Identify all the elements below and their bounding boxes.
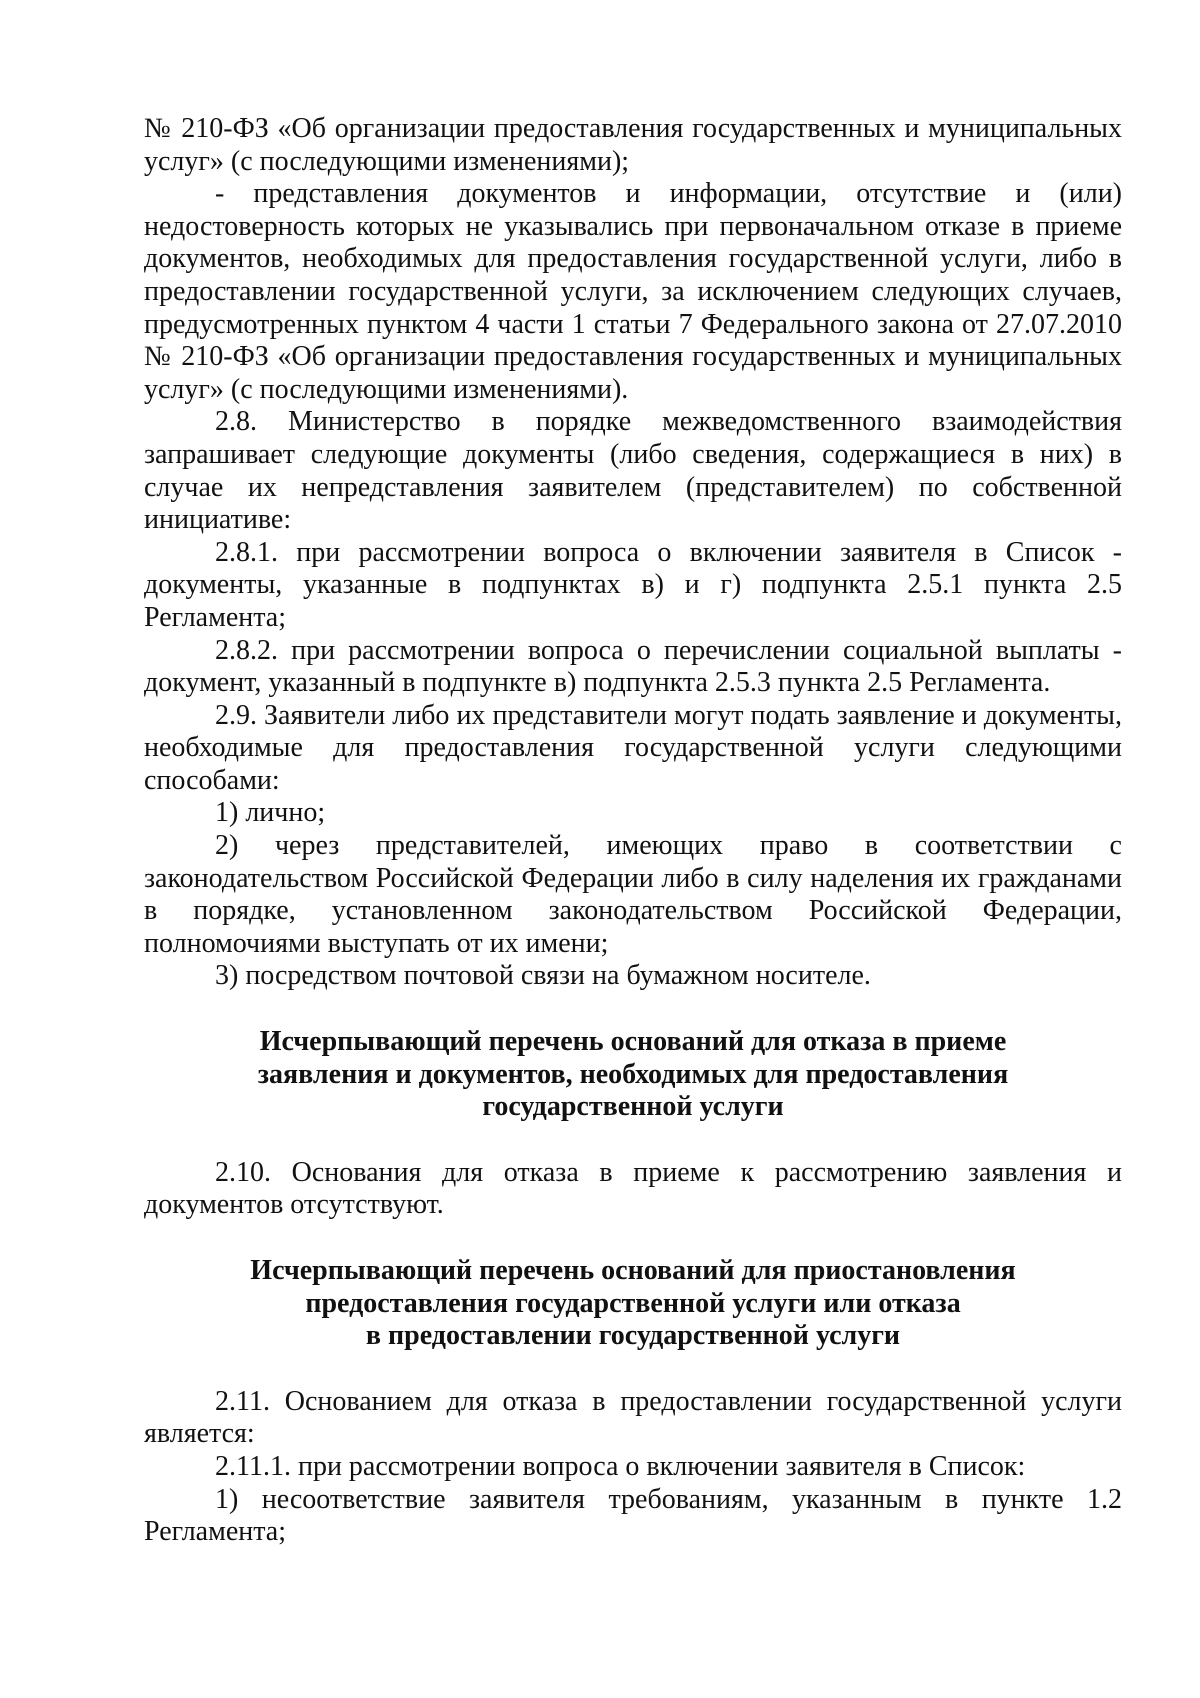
paragraph-law-reference: № 210-ФЗ «Об организации предоставления государственных и муниципальных услуг» (с последующими изменениями); bbox=[144, 113, 1122, 177]
section-heading-suspension-refusal bbox=[144, 1255, 1122, 1353]
section-heading-line: в предоставлении государственной услуги bbox=[365, 1320, 901, 1352]
paragraph-2-11-1: 2.11.1. при рассмотрении вопроса о включении заявителя в Список: bbox=[215, 1450, 1026, 1482]
section-heading-line: государственной услуги bbox=[482, 1091, 784, 1123]
section-heading-line: Исчерпывающий перечень оснований для отказа в приеме bbox=[259, 1026, 1007, 1058]
document-page bbox=[144, 113, 1122, 1549]
paragraph-2-8: 2.8. Министерство в порядке межведомственного взаимодействия запрашивает следующие документы (либо сведения, содержащиеся в них) в случае их непредставления заявителем (представителем) по собственной инициативе: bbox=[144, 406, 1122, 536]
section-heading-line: заявления и документов, необходимых для предоставления bbox=[257, 1058, 1009, 1090]
section-heading-line: Исчерпывающий перечень оснований для приостановления bbox=[250, 1255, 1016, 1286]
list-item-postal: 3) посредством почтовой связи на бумажном носителе. bbox=[215, 960, 871, 992]
paragraph-2-10: 2.10. Основания для отказа в приеме к рассмотрению заявления и документов отсутствуют. bbox=[144, 1156, 1122, 1221]
paragraph-documents-not-indicated: - представления документов и информации, отсутствие и (или) недостоверность которых не указывались при первоначальном отказе в приеме документов, необходимых для предоставления государственной услуги, либо в предоставлении государственной услуги, за исключением следующих случаев, предусмотренных пунктом 4 части 1 статьи 7 Федерального закона от 27.07.2010 № 210-ФЗ «Об организации предоставления государственных и муниципальных услуг» (с последующими изменениями). bbox=[144, 178, 1122, 405]
paragraph-2-11: 2.11. Основанием для отказа в предоставлении государственной услуги является: bbox=[144, 1385, 1122, 1450]
paragraph-2-9: 2.9. Заявители либо их представители могут подать заявление и документы, необходимые для предоставления государственной услуги следующими способами: bbox=[144, 699, 1122, 796]
section-heading-refusal-acceptance bbox=[144, 1026, 1122, 1124]
list-item-representatives: 2) через представителей, имеющих право в соответствии с законодательством Российской Федерации либо в силу наделения их гражданами в порядке, установленном законодательством Российской Федерации, полномочиями выступать от их имени; bbox=[144, 830, 1122, 959]
paragraph-2-8-2: 2.8.2. при рассмотрении вопроса о перечислении социальной выплаты - документ, указанный в подпункте в) подпункта 2.5.3 пункта 2.5 Регламента. bbox=[144, 634, 1122, 699]
section-heading-line: предоставления государственной услуги или отказа bbox=[305, 1287, 961, 1319]
list-item-noncompliance: 1) несоответствие заявителя требованиям, указанным в пункте 1.2 Регламента; bbox=[144, 1483, 1122, 1548]
paragraph-2-8-1: 2.8.1. при рассмотрении вопроса о включении заявителя в Список - документы, указанные в подпунктах в) и г) подпункта 2.5.1 пункта 2.5 Регламента; bbox=[144, 536, 1122, 633]
list-item-in-person: 1) лично; bbox=[215, 797, 326, 829]
